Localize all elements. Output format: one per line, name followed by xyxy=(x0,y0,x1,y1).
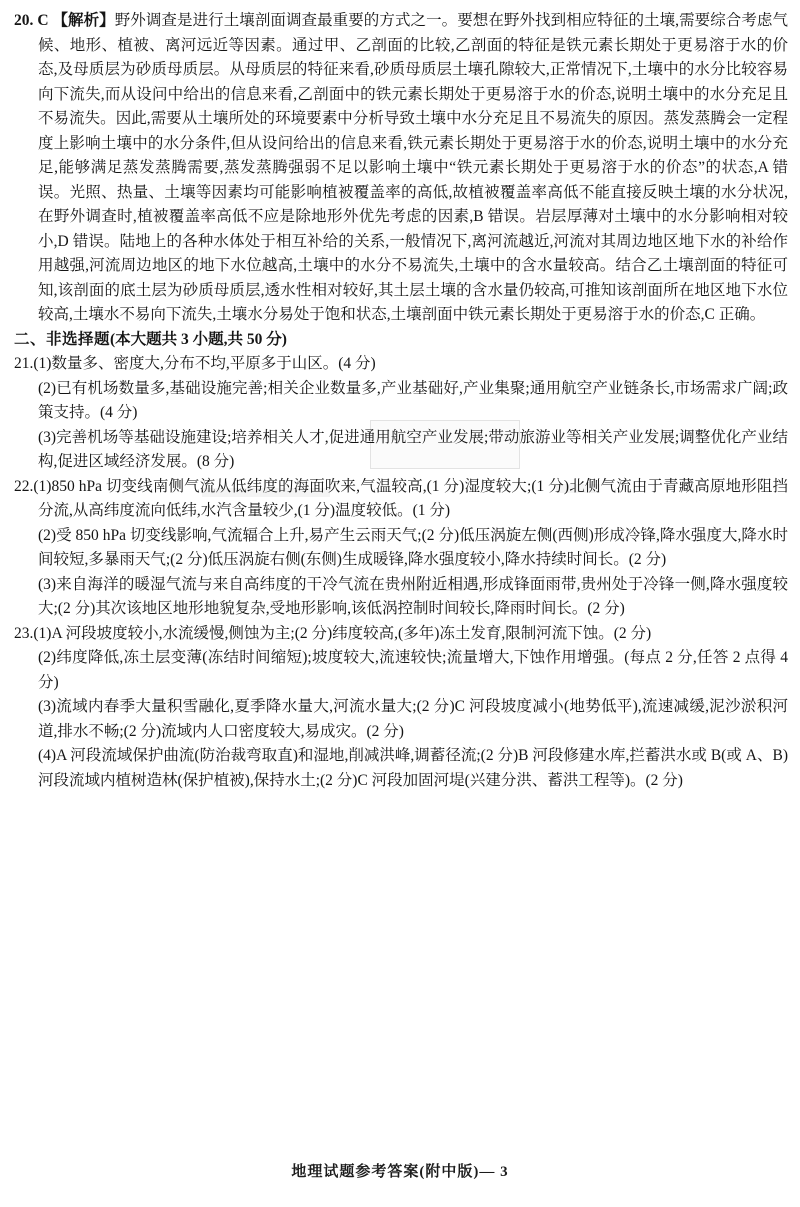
q23-part-2: (2)纬度降低,冻土层变薄(冻结时间缩短);坡度较大,流速较快;流量增大,下蚀作用增强。(每点 2 分,任答 2 点得 4 分) xyxy=(38,649,788,691)
answers-content xyxy=(14,9,788,793)
q20-answer xyxy=(14,9,788,328)
q23-part-3: (3)流域内春季大量积雪融化,夏季降水量大,河流水量大;(2 分)C 河段坡度减小(地势低平),流速减缓,泥沙淤积河道,排水不畅;(2 分)流域内人口密度较大,易成灾。(2 分) xyxy=(38,698,788,740)
q20-answer-label: 20. C 【解析】 xyxy=(14,12,115,29)
q22-number: 22. xyxy=(14,477,34,495)
q23-number: 23. xyxy=(14,624,34,642)
section-heading xyxy=(14,328,788,353)
q22-part-2: (2)受 850 hPa 切变线影响,气流辐合上升,易产生云雨天气;(2 分)低压涡旋左侧(西侧)形成冷锋,降水强度大,降水时间较短,多暴雨天气;(2 分)低压涡旋右侧(东侧)生成暖锋,降水强度较小,降水持续时间长。(2 分) xyxy=(38,526,788,568)
section-heading-note: (本大题共 3 小题,共 50 分) xyxy=(110,330,287,348)
page-footer: 地理试题参考答案(附中版)— 3 xyxy=(291,1164,509,1180)
q21-part-1 xyxy=(14,352,788,377)
q22-part-1 xyxy=(14,475,788,524)
q20-analysis-text: 野外调查是进行土壤剖面调查最重要的方式之一。要想在野外找到相应特征的土壤,需要综合考虑气候、地形、植被、离河远近等因素。通过甲、乙剖面的比较,乙剖面的特征是铁元素长期处于更易溶于水的价态,及母质层为砂质母质层。从母质层的特征来看,砂质母质层土壤孔隙较大,正常情况下,土壤中的水分比较容易向下流失,而从设问中给出的信息来看,乙剖面中的铁元素长期处于更易溶于水的价态,说明土壤中的水分充足且不易流失。因此,需要从土壤所处的环境要素中分析导致土壤中水分充足且不易流失的原因。蒸发蒸腾会一定程度上影响土壤中的水分条件,但从设问给出的信息来看,铁元素长期处于更易溶于水的价态,说明土壤中的水分充足,能够满足蒸发蒸腾需要,蒸发蒸腾强弱不足以影响土壤中“铁元素长期处于更易溶于水的价态”的状态,A 错误。光照、热量、土壤等因素均可能影响植被覆盖率的高低,故植被覆盖率高低不能直接反映土壤的水分状况,在野外调查时,植被覆盖率高低不应是除地形外优先考虑的因素,B 错误。岩层厚薄对土壤中的水分影响相对较小,D 错误。陆地上的各种水体处于相互补给的关系,一般情况下,离河流越近,河流对其周边地区地下水的补给作用越强,河流周边地区的地下水位越高,土壤中的水分不易流失,土壤中的含水量较高。结合乙土壤剖面的特征可知,该剖面的底土层为砂质母质层,透水性相对较好,其土层土壤的含水量仍较高,可推知该剖面所在地区地下水位较高,土壤水不易向下流失,土壤水分易处于饱和状态,土壤剖面中铁元素长期处于更易溶于水的价态,C 正确。 xyxy=(38,12,788,323)
q23-part-1-text: (1)A 河段坡度较小,水流缓慢,侧蚀为主;(2 分)纬度较高,(多年)冻土发育,限制河流下蚀。(2 分) xyxy=(33,624,652,642)
q23-part-4: (4)A 河段流域保护曲流(防治裁弯取直)和湿地,削减洪峰,调蓄径流;(2 分)B 河段修建水库,拦蓄洪水或 B(或 A、B)河段流域内植树造林(保护植被),保持水土;(2 分)C 河段加固河堤(兴建分洪、蓄洪工程等)。(2 分) xyxy=(38,747,788,789)
section-heading-label: 二、非选择题 xyxy=(14,330,111,348)
q21-number: 21. xyxy=(14,355,34,372)
q22-part-3: (3)来自海洋的暖湿气流与来自高纬度的干冷气流在贵州附近相遇,形成锋面雨带,贵州处于冷锋一侧,降水强度较大;(2 分)其次该地区地形地貌复杂,受地形影响,该低涡控制时间较长,降雨时间长。(2 分) xyxy=(38,575,788,617)
q21-part-3: (3)完善机场等基础设施建设;培养相关人才,促进通用航空产业发展;带动旅游业等相关产业发展;调整优化产业结构,促进区域经济发展。(8 分) xyxy=(38,428,788,470)
q23-part-1 xyxy=(14,622,788,647)
q21-part-2: (2)已有机场数量多,基础设施完善;相关企业数量多,产业基础好,产业集聚;通用航空产业链条长,市场需求广阔;政策支持。(4 分) xyxy=(38,379,788,421)
q22-part-1-text: (1)850 hPa 切变线南侧气流从低纬度的海面吹来,气温较高,(1 分)湿度较大;(1 分)北侧气流由于青藏高原地形阻挡分流,从高纬度流向低纬,水汽含量较少,(1 分)温度较低。(1 分) xyxy=(33,477,788,519)
q21-part-1-text: (1)数量多、密度大,分布不均,平原多于山区。(4 分) xyxy=(33,355,376,372)
